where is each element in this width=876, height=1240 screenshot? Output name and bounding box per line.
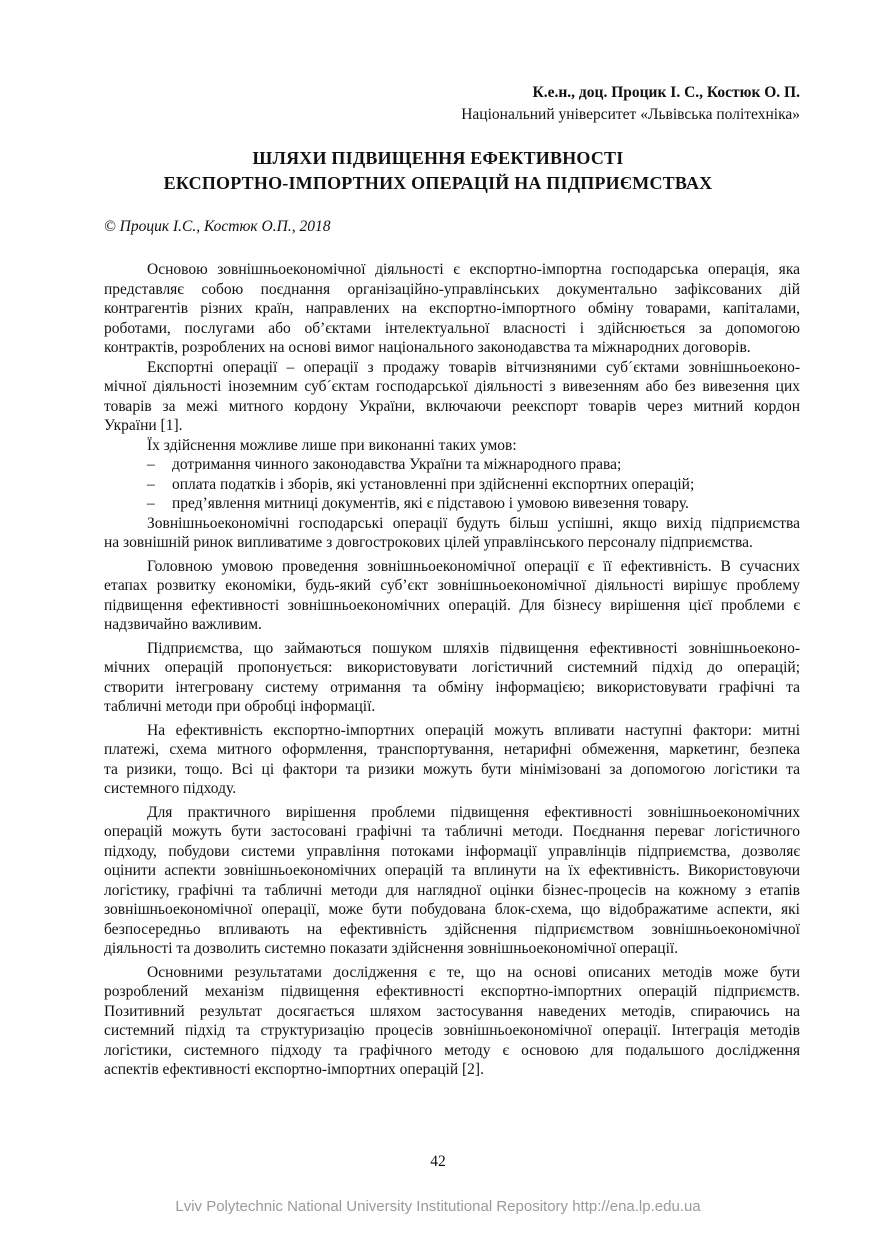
text-line: оцінити аспекти зовнішньоекономічних операцій та вплинути на їх ефективність. Використовуючи [104,862,800,879]
text-line: України [1]. [104,417,183,434]
text-line: На ефективність експортно-імпортних операцій можуть впливати наступні фактори: митні [147,721,800,739]
text-line: діяльності та дозволить системно показати здійснення зовнішньоекономічної операції. [104,940,679,957]
text-line: безпосередньо впливають на ефективність здійснення підприємством зовнішньоекономічної [104,920,800,938]
text-line: логістику, графічні та табличні методи для наглядної оцінки бізнес-процесів на кожному з етапів [104,881,800,899]
text-line: контрагентів різних країн, направлених на експортно-імпортного обміну товарами, капіталами, [104,300,800,317]
text-line: підвищення ефективності зовнішньоекономічних операцій. Для бізнесу вирішення цієї проблеми є [104,596,800,614]
text-line: логістики, системного підходу та графічного методу є основою для подальшого дослідження [104,1041,800,1059]
paragraph [104,963,800,1080]
paragraph [104,639,800,717]
text-line: представляє собою поєднання організаційно-управлінських документально зафіксованих дій [104,280,800,298]
text-line: Позитивний результат досягається шляхом застосування наведених методів, спираючись на [104,1002,800,1020]
text-line: на зовнішній ринок випливатиме з довгострокових цілей управлінського персоналу підприємства. [104,534,753,551]
text-line: контрактів, розроблених на основі вимог національного законодавства та міжнародних договорів. [104,339,751,356]
text-line: роботами, послугами або об’єктами інтелектуальної власності і здійснюється за допомогою [104,319,800,337]
text-line: підходу, побудови системи управління потоками інформації управлінців підприємства, дозволяє [104,842,800,860]
title-line-2: ЕКСПОРТНО-ІМПОРТНИХ ОПЕРАЦІЙ НА ПІДПРИЄМСТВАХ [163,173,713,193]
text-line: товарів за межі митного кордону України, включаючи реекспорт товарів через митний кордон [104,397,800,415]
text-line: Головною умовою проведення зовнішньоекономічної операції є її ефективність. В сучасних [147,557,800,575]
text-line: етапах розвитку економіки, будь-який суб’єкт зовнішньоекономічної діяльності вирішує проблему [104,577,800,594]
affiliation: Національний університет «Львівська політехніка» [461,106,800,123]
text-line: створити інтегровану систему отримання та обміну інформацією; використовувати графічні та [104,678,800,696]
text-line: Зовнішньоекономічні господарські операції будуть більш успішні, якщо вихід підприємства [147,514,800,532]
text-line: операцій можуть бути застосовані графічні та табличні методи. Поєднання переваг логістичного [104,823,800,840]
list-item [104,475,800,495]
text-line: платежі, схема митного оформлення, транспортування, нетарифні обмеження, маркетинг, безпека [104,741,800,758]
text-line: розроблений механізм підвищення ефективності експортно-імпортних операцій підприємств. [104,983,800,1000]
title-line-1: ШЛЯХИ ПІДВИЩЕННЯ ЕФЕКТИВНОСТІ [252,148,624,168]
list-dash: – [147,456,155,473]
text-line: Для практичного вирішення проблеми підвищення ефективності зовнішньоекономічних [147,803,800,821]
list-item-text: дотримання чинного законодавства України та міжнародного права; [172,456,622,473]
page-number: 42 [430,1153,446,1170]
text-line: Основою зовнішньоекономічної діяльності є експортно-імпортна господарська операція, яка [147,261,800,278]
list-item [104,455,800,475]
text-line: Експортні операції – операції з продажу товарів вітчизняними суб´єктами зовнішньоеконо- [147,358,800,376]
list-dash: – [147,475,155,493]
text-line: Їх здійснення можливе лише при виконанні таких умов: [147,436,517,454]
article-body [104,260,800,1080]
text-line: Основними результатами дослідження є те, що на основі описаних методів може бути [147,963,800,981]
authors: К.е.н., доц. Процик І. С., Костюк О. П. [532,84,800,101]
text-line: надзвичайно важливим. [104,616,262,633]
text-line: аспектів ефективності експортно-імпортних операцій [2]. [104,1061,484,1078]
text-line: Підприємства, що займаються пошуком шляхів підвищення ефективності зовнішньоеконо- [147,639,800,657]
paragraph [104,803,800,959]
paragraph [104,358,800,436]
paragraph [104,721,800,799]
text-line: мічних операцій пропонується: використовувати логістичний системний підхід до операцій; [104,659,800,676]
paragraph [104,436,800,456]
text-line: системного підходу. [104,780,237,797]
text-line: мічної діяльності іноземним суб´єктам господарської діяльності з вивезенням або без вивезення цих [104,378,800,395]
paragraph [104,260,800,358]
text-line: зовнішньоекономічної операції, може бути побудована блок-схема, що відображатиме аспекти, які [104,901,800,918]
text-line: табличні методи при обробці інформації. [104,698,376,715]
paragraph [104,557,800,635]
text-line: системний підхід та структуризацію процесів зовнішньоекономічної операції. Інтеграція методів [104,1022,800,1039]
list-dash: – [147,495,155,512]
paragraph [104,514,800,553]
list-item-text: оплата податків і зборів, які установленні при здійсненні експортних операцій; [172,475,695,493]
list-item-text: пред’явлення митниці документів, які є підставою і умовою вивезення товару. [172,495,689,512]
text-line: та ризики, тощо. Всі ці фактори та ризики можуть бути мінімізовані за допомогою логістики та [104,760,800,778]
copyright: © Процик І.С., Костюк О.П., 2018 [104,218,331,235]
list-item [104,494,800,514]
repository-footer: Lviv Polytechnic National University Institutional Repository http://ena.lp.edu.ua [175,1198,701,1215]
